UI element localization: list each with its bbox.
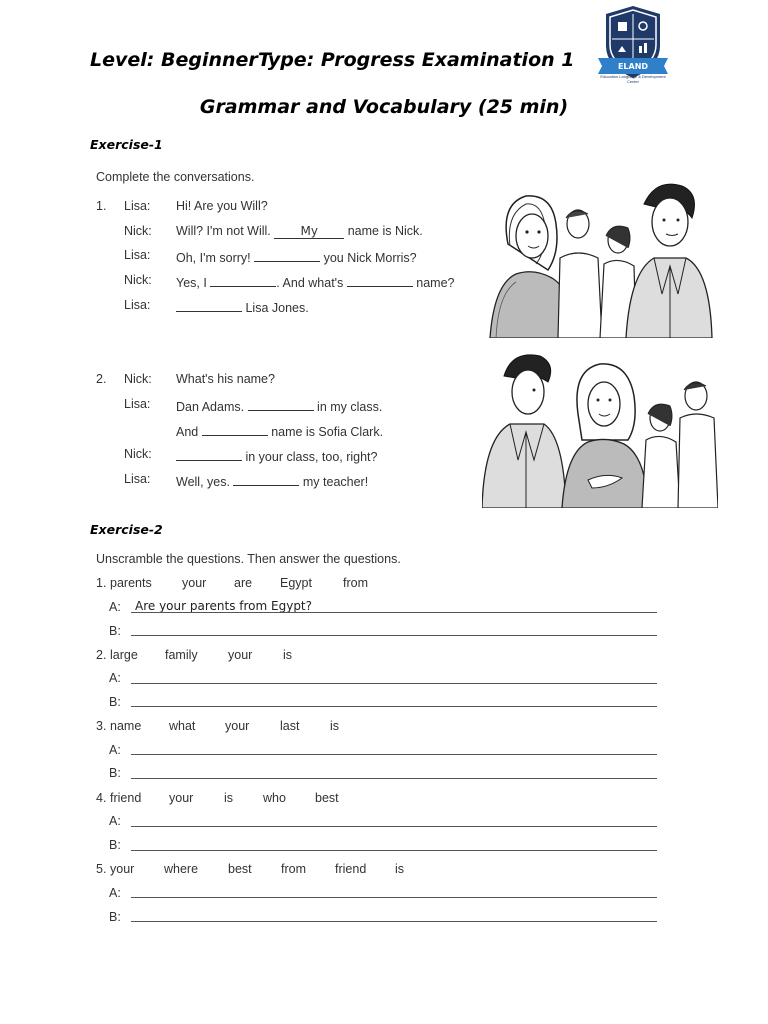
answer-a-label: A: — [109, 600, 121, 614]
conversation-line — [124, 224, 423, 238]
answer-a-line[interactable] — [131, 612, 657, 613]
conversation-1-illustration — [486, 174, 714, 338]
scramble-word: from — [343, 576, 368, 590]
scramble-word: last — [280, 719, 300, 733]
line-text: Lisa Jones. — [242, 301, 309, 315]
scramble-word: family — [165, 648, 198, 662]
scramble-word: your — [169, 791, 194, 805]
scramble-word: what — [169, 719, 196, 733]
answer-a-line[interactable] — [131, 826, 657, 827]
answer-blank[interactable] — [233, 472, 299, 486]
page-subtitle: Grammar and Vocabulary (25 min) — [199, 96, 569, 118]
answer-a-label: A: — [109, 671, 121, 685]
answer-blank-filled[interactable]: My — [274, 225, 344, 239]
speaker-label: Lisa: — [124, 199, 151, 213]
answer-b-label: B: — [109, 910, 121, 924]
scramble-item — [96, 719, 340, 733]
line-text: my teacher! — [299, 475, 369, 489]
answer-blank[interactable] — [254, 248, 320, 262]
scramble-item — [96, 791, 339, 805]
speaker-label: Lisa: — [124, 472, 151, 486]
conversation-line — [124, 199, 268, 213]
speaker-label: Nick: — [124, 273, 152, 287]
answer-b-line[interactable] — [131, 778, 657, 779]
line-text: What's his name? — [176, 372, 275, 386]
answer-blank[interactable] — [176, 447, 242, 461]
item-number: 3. — [96, 719, 107, 733]
line-text: name is Sofia Clark. — [267, 425, 384, 439]
conversation-line — [124, 298, 309, 315]
item-number: 1. — [96, 576, 107, 590]
scramble-word: is — [395, 862, 405, 876]
exercise-1-instruction: Complete the conversations. — [96, 170, 255, 184]
answer-b-line[interactable] — [131, 635, 657, 636]
conversation-line — [124, 248, 417, 265]
line-text: Will? I'm not Will. — [176, 224, 275, 238]
scramble-word: best — [315, 791, 339, 805]
answer-b-label: B: — [109, 695, 121, 709]
line-text: name is Nick. — [344, 224, 423, 238]
scramble-word: friend — [335, 862, 367, 876]
answer-blank[interactable] — [176, 298, 242, 312]
answer-a-label: A: — [109, 814, 121, 828]
answer-a-line[interactable] — [131, 897, 657, 898]
line-text: name? — [412, 276, 455, 290]
conversation-line — [124, 372, 275, 386]
answer-blank[interactable] — [210, 273, 276, 287]
line-text: . And what's — [276, 276, 347, 290]
answer-blank[interactable] — [248, 397, 314, 411]
speaker-label: Nick: — [124, 372, 152, 386]
answer-blank[interactable] — [347, 273, 413, 287]
scramble-word: large — [110, 648, 138, 662]
answer-b-label: B: — [109, 624, 121, 638]
scramble-item — [96, 576, 368, 590]
scramble-word: is — [330, 719, 340, 733]
exercise-1-label: Exercise-1 — [90, 137, 163, 152]
scramble-word: best — [228, 862, 252, 876]
answer-b-label: B: — [109, 838, 121, 852]
line-text: Oh, I'm sorry! — [176, 251, 255, 265]
conversation-1-number: 1. — [96, 199, 107, 213]
speaker-label: Lisa: — [124, 248, 151, 262]
line-text: Yes, I — [176, 276, 211, 290]
conversation-line — [124, 472, 369, 489]
answer-b-line[interactable] — [131, 850, 657, 851]
logo-name: ELAND — [617, 62, 649, 71]
scramble-word: is — [283, 648, 293, 662]
scramble-word: from — [281, 862, 306, 876]
exam-type-label: Type: Progress Examination 1 — [258, 49, 575, 71]
exercise-2-label: Exercise-2 — [90, 522, 163, 537]
scramble-word: where — [164, 862, 199, 876]
scramble-word: name — [110, 719, 142, 733]
scramble-word: your — [110, 862, 135, 876]
conversation-line — [124, 447, 378, 464]
line-text: And — [176, 425, 202, 439]
conversation-2-illustration — [482, 348, 718, 508]
eland-logo — [596, 4, 670, 84]
line-text: in my class. — [313, 400, 383, 414]
scramble-word: your — [228, 648, 253, 662]
answer-a-line[interactable] — [131, 754, 657, 755]
speaker-label: Lisa: — [124, 298, 151, 312]
scramble-word: who — [263, 791, 286, 805]
scramble-item — [96, 648, 293, 662]
item-number: 5. — [96, 862, 107, 876]
scramble-word: are — [234, 576, 253, 590]
answer-b-line[interactable] — [131, 921, 657, 922]
answer-a-text[interactable]: Are your parents from Egypt? — [135, 599, 313, 613]
conversation-line — [124, 273, 455, 290]
answer-blank[interactable] — [202, 422, 268, 436]
answer-b-line[interactable] — [131, 706, 657, 707]
speaker-label: Lisa: — [124, 397, 151, 411]
item-number: 2. — [96, 648, 107, 662]
answer-a-label: A: — [109, 743, 121, 757]
item-number: 4. — [96, 791, 107, 805]
speaker-label: Nick: — [124, 447, 152, 461]
answer-b-label: B: — [109, 766, 121, 780]
line-text: in your class, too, right? — [242, 450, 378, 464]
scramble-word: your — [182, 576, 207, 590]
logo-tagline: Education Language & Development Center — [600, 74, 666, 84]
level-label: Level: Beginner — [90, 49, 258, 71]
scramble-word: is — [224, 791, 234, 805]
speaker-label: Nick: — [124, 224, 152, 238]
line-text: you Nick Morris? — [320, 251, 417, 265]
conversation-line — [124, 397, 383, 414]
exercise-2-instruction: Unscramble the questions. Then answer the questions. — [96, 552, 401, 566]
scramble-word: friend — [110, 791, 142, 805]
answer-a-label: A: — [109, 886, 121, 900]
scramble-word: parents — [110, 576, 152, 590]
answer-a-line[interactable] — [131, 683, 657, 684]
line-text: Well, yes. — [176, 475, 234, 489]
line-text: Hi! Are you Will? — [176, 199, 268, 213]
scramble-word: Egypt — [280, 576, 312, 590]
scramble-word: your — [225, 719, 250, 733]
conversation-2-number: 2. — [96, 372, 107, 386]
line-text: Dan Adams. — [176, 400, 248, 414]
scramble-item — [96, 862, 405, 876]
